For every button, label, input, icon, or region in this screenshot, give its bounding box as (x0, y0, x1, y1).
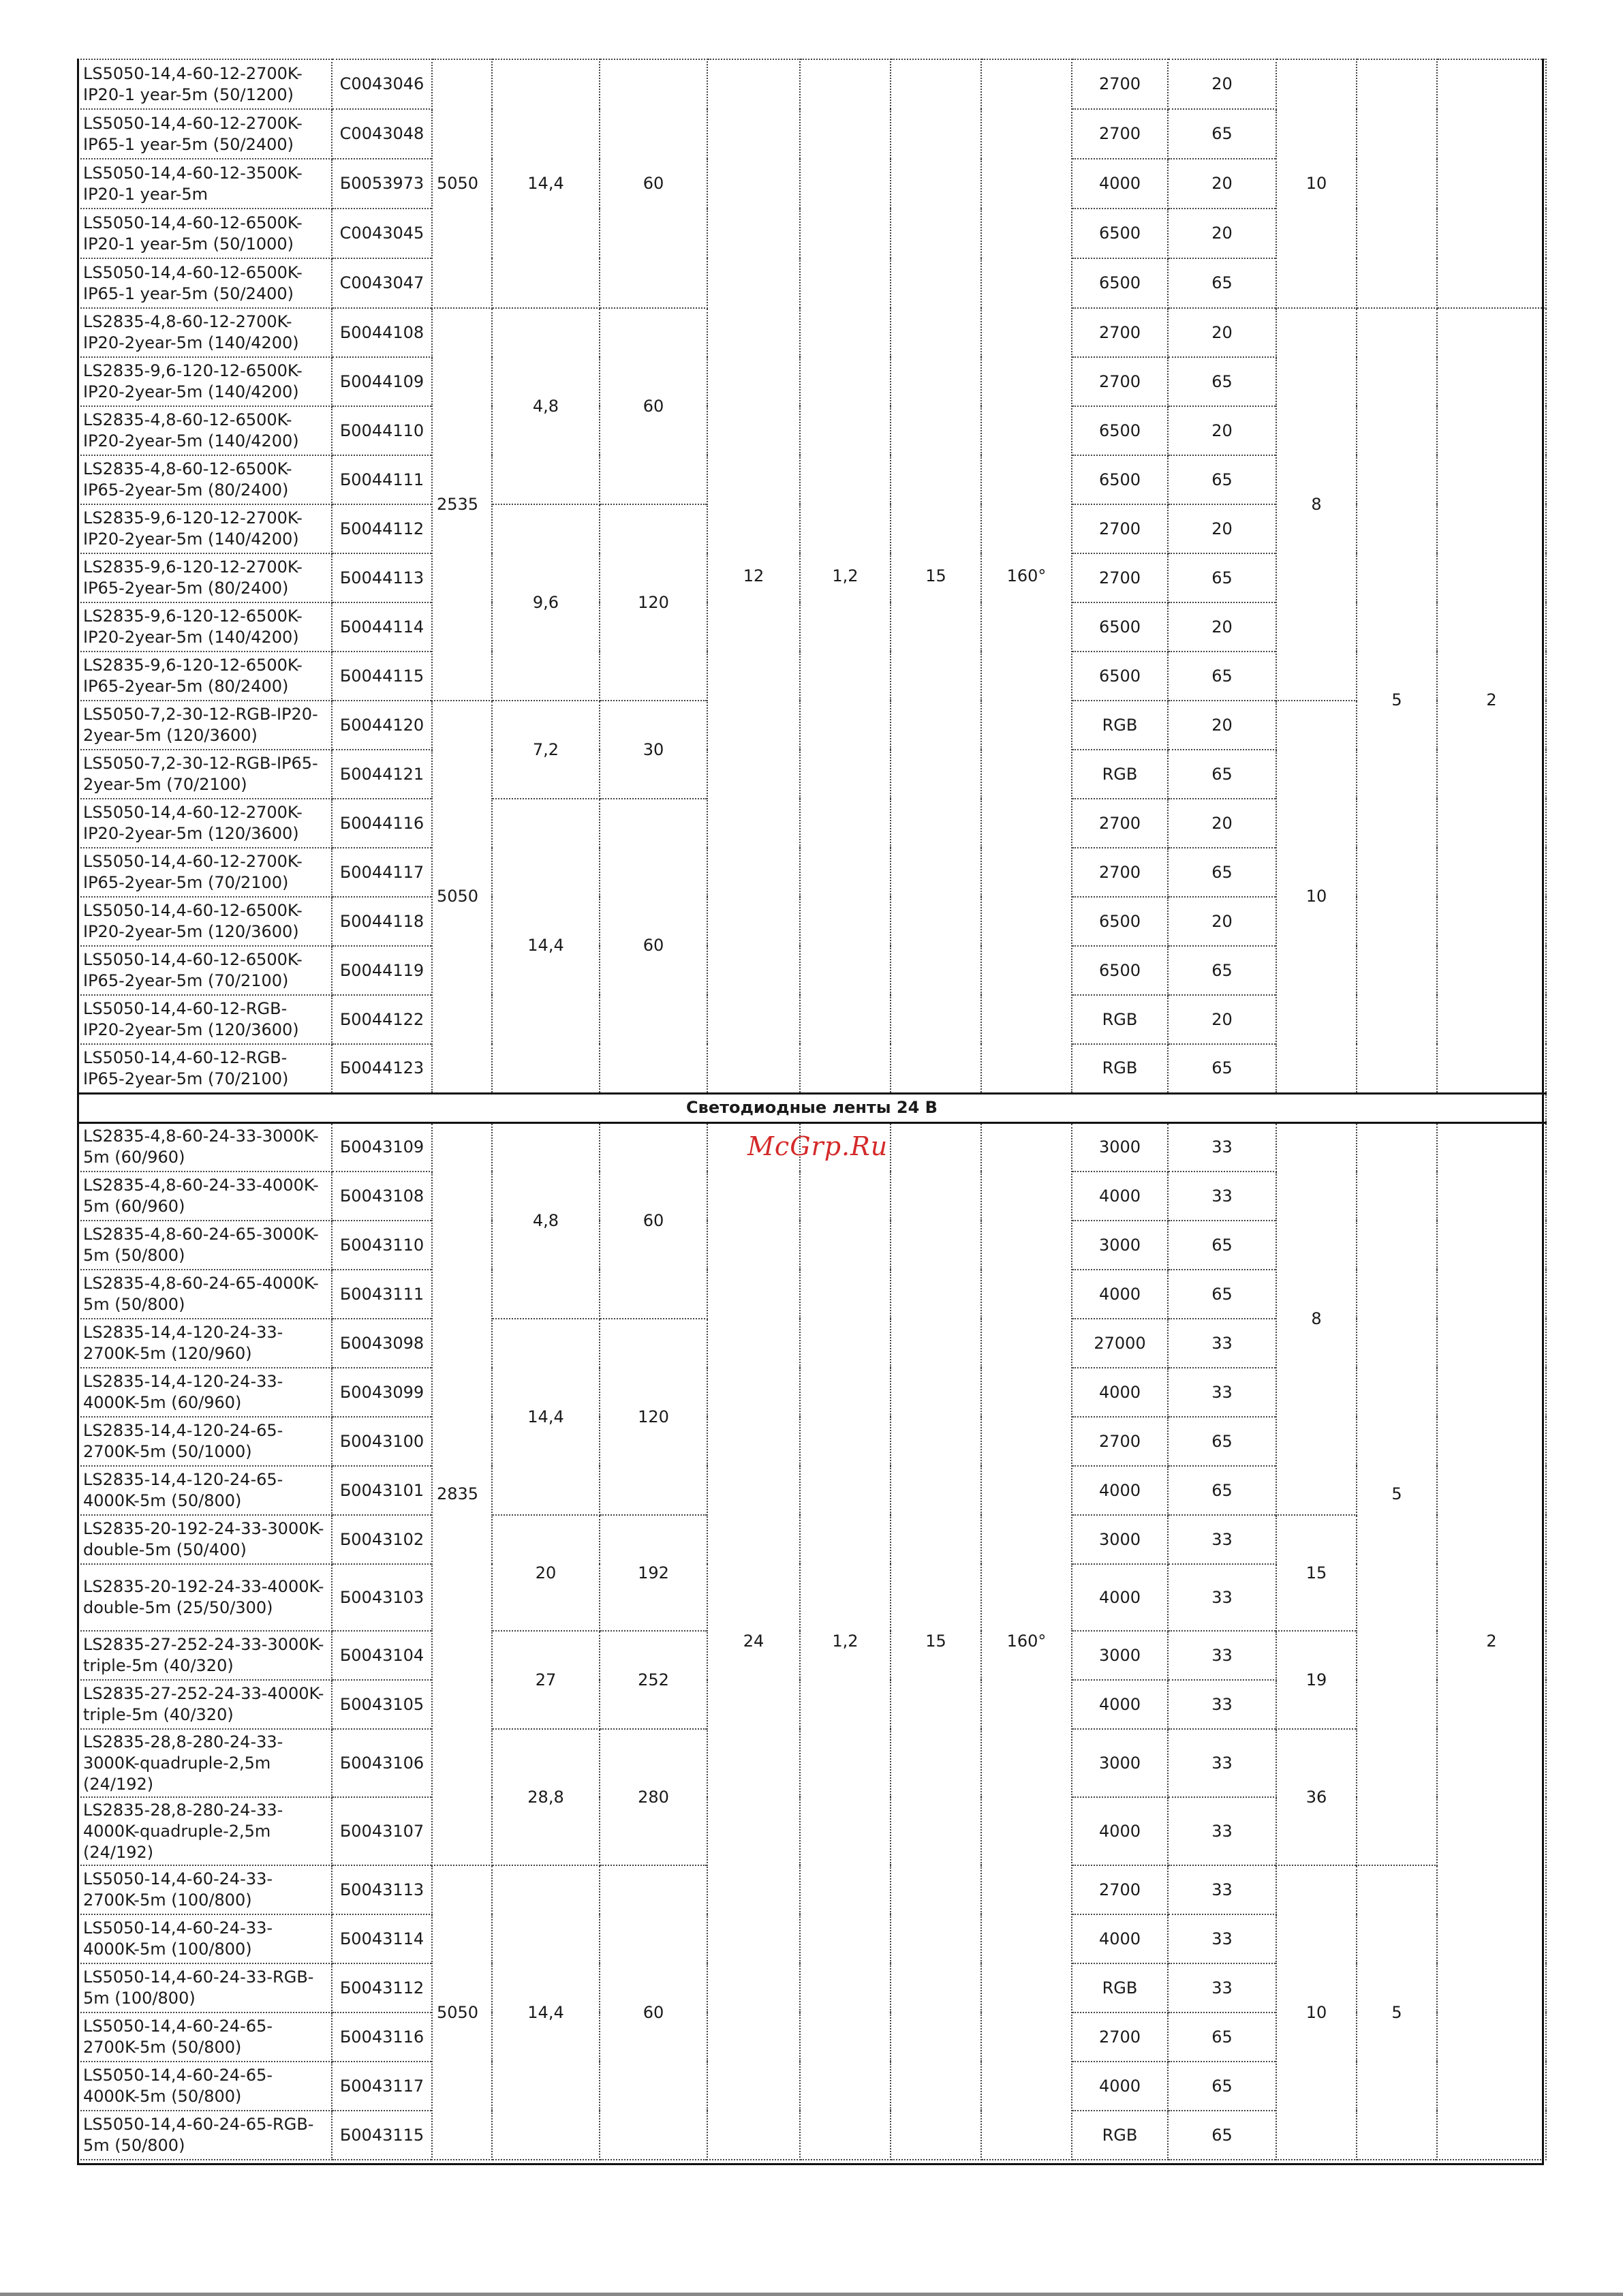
color-temp-cell: 3000 (1072, 1515, 1168, 1564)
article-code-cell: С0043046 (332, 59, 432, 109)
product-name-cell: LS5050-14,4-60-24-33-4000K-5m (100/800) (78, 1914, 332, 1963)
article-code-cell: С0043047 (332, 258, 432, 308)
product-name-cell: LS5050-14,4-60-24-65-4000K-5m (50/800) (78, 2062, 332, 2111)
article-code-cell: Б0043115 (332, 2111, 432, 2160)
power-cell: 20 (492, 1515, 600, 1631)
color-temp-cell: 3000 (1072, 1631, 1168, 1680)
led-size-cell: 2835 (432, 1122, 492, 1865)
cut-step-cell: 8 (1276, 308, 1357, 701)
color-temp-cell: RGB (1072, 1044, 1168, 1093)
ip-rating-cell: 33 (1168, 1680, 1276, 1729)
article-code-cell: Б0044120 (332, 701, 432, 750)
color-temp-cell: 6500 (1072, 602, 1168, 652)
leds-per-m-cell: 60 (600, 799, 707, 1093)
article-code-cell: Б0044111 (332, 455, 432, 504)
cut-step-cell: 36 (1276, 1729, 1357, 1865)
article-code-cell: Б0044112 (332, 504, 432, 553)
product-name-cell: LS2835-4,8-60-24-65-3000K-5m (50/800) (78, 1221, 332, 1270)
power-cell: 9,6 (492, 504, 600, 701)
product-name-cell: LS2835-28,8-280-24-33-4000K-quadruple-2,5m (24/192) (78, 1797, 332, 1865)
ip-rating-cell: 65 (1168, 1417, 1276, 1466)
article-code-cell: Б0043117 (332, 2062, 432, 2111)
ip-rating-cell: 33 (1168, 1631, 1276, 1680)
color-temp-cell: 4000 (1072, 1564, 1168, 1631)
warranty-cell: 5 (1357, 308, 1437, 1093)
color-temp-cell: 4000 (1072, 1680, 1168, 1729)
ip-rating-cell: 65 (1168, 946, 1276, 995)
warranty-cell: 5 (1357, 1122, 1437, 1865)
product-name-cell: LS2835-27-252-24-33-3000K-triple-5m (40/320) (78, 1631, 332, 1680)
color-temp-cell: 6500 (1072, 946, 1168, 995)
product-table (77, 59, 1547, 2160)
blank-cell (1437, 59, 1546, 308)
cut-length-cell: 1,2 (800, 1122, 891, 2160)
product-name-cell: LS5050-14,4-60-12-3500K-IP20-1 year-5m (78, 159, 332, 209)
pack-cell: 2 (1437, 308, 1546, 1093)
color-temp-cell: 2700 (1072, 504, 1168, 553)
color-temp-cell: 6500 (1072, 258, 1168, 308)
ip-rating-cell: 33 (1168, 1515, 1276, 1564)
color-temp-cell: 2700 (1072, 2012, 1168, 2062)
article-code-cell: Б0053973 (332, 159, 432, 209)
product-name-cell: LS2835-14,4-120-24-33-2700K-5m (120/960) (78, 1319, 332, 1368)
leds-per-m-cell: 120 (600, 504, 707, 701)
ip-rating-cell: 20 (1168, 701, 1276, 750)
color-temp-cell: 2700 (1072, 799, 1168, 848)
product-name-cell: LS5050-14,4-60-24-33-RGB-5m (100/800) (78, 1963, 332, 2012)
color-temp-cell: 4000 (1072, 2062, 1168, 2111)
article-code-cell: Б0043105 (332, 1680, 432, 1729)
led-size-cell: 5050 (432, 1865, 492, 2160)
leds-per-m-cell: 60 (600, 1122, 707, 1319)
product-name-cell: LS5050-7,2-30-12-RGB-IP20-2year-5m (120/3600) (78, 701, 332, 750)
article-code-cell: Б0044110 (332, 406, 432, 455)
cut-step-cell: 8 (1276, 1122, 1357, 1515)
product-name-cell: LS5050-14,4-60-12-6500K-IP20-2year-5m (120/3600) (78, 897, 332, 946)
ip-rating-cell: 65 (1168, 109, 1276, 159)
color-temp-cell: 4000 (1072, 1914, 1168, 1963)
product-name-cell: LS2835-14,4-120-24-65-2700K-5m (50/1000) (78, 1417, 332, 1466)
leds-per-m-cell: 192 (600, 1515, 707, 1631)
product-name-cell: LS5050-14,4-60-12-2700K-IP65-1 year-5m (50/2400) (78, 109, 332, 159)
article-code-cell: Б0044117 (332, 848, 432, 897)
color-temp-cell: 6500 (1072, 209, 1168, 258)
ip-rating-cell: 65 (1168, 2111, 1276, 2160)
product-name-cell: LS2835-14,4-120-24-33-4000K-5m (60/960) (78, 1368, 332, 1417)
color-temp-cell: 6500 (1072, 406, 1168, 455)
cut-step-cell: 10 (1276, 1865, 1357, 2160)
article-code-cell: Б0044113 (332, 553, 432, 602)
color-temp-cell: 6500 (1072, 455, 1168, 504)
product-name-cell: LS2835-4,8-60-24-33-4000K-5m (60/960) (78, 1172, 332, 1221)
article-code-cell: Б0043108 (332, 1172, 432, 1221)
cut-length-cell: 1,2 (800, 59, 891, 1093)
product-name-cell: LS5050-14,4-60-12-6500K-IP20-1 year-5m (50/1000) (78, 209, 332, 258)
article-code-cell: Б0043107 (332, 1797, 432, 1865)
ip-rating-cell: 65 (1168, 1466, 1276, 1515)
article-code-cell: Б0043104 (332, 1631, 432, 1680)
article-code-cell: Б0043110 (332, 1221, 432, 1270)
watermark: McGrp.Ru (747, 1131, 888, 1161)
color-temp-cell: 6500 (1072, 652, 1168, 701)
article-code-cell: Б0043116 (332, 2012, 432, 2062)
leds-per-m-cell: 60 (600, 1865, 707, 2160)
color-temp-cell: 4000 (1072, 1466, 1168, 1515)
power-cell: 14,4 (492, 1865, 600, 2160)
product-name-cell: LS5050-7,2-30-12-RGB-IP65-2year-5m (70/2100) (78, 750, 332, 799)
color-temp-cell: 2700 (1072, 109, 1168, 159)
voltage-cell: 24 (707, 1122, 800, 2160)
beam-angle-cell: 160° (981, 59, 1072, 1093)
product-name-cell: LS2835-20-192-24-33-3000K-double-5m (50/400) (78, 1515, 332, 1564)
table-body (78, 59, 1546, 2160)
article-code-cell: Б0043109 (332, 1122, 432, 1172)
power-cell: 28,8 (492, 1729, 600, 1865)
product-name-cell: LS2835-4,8-60-12-2700K-IP20-2year-5m (140/4200) (78, 308, 332, 357)
beam-angle-cell: 160° (981, 1122, 1072, 2160)
article-code-cell: Б0044122 (332, 995, 432, 1044)
article-code-cell: Б0043113 (332, 1865, 432, 1914)
article-code-cell: Б0043100 (332, 1417, 432, 1466)
ip-rating-cell: 65 (1168, 553, 1276, 602)
color-temp-cell: 2700 (1072, 1865, 1168, 1914)
product-name-cell: LS5050-14,4-60-12-2700K-IP65-2year-5m (70/2100) (78, 848, 332, 897)
article-code-cell: Б0043111 (332, 1270, 432, 1319)
product-name-cell: LS5050-14,4-60-12-6500K-IP65-1 year-5m (50/2400) (78, 258, 332, 308)
power-cell: 14,4 (492, 59, 600, 308)
product-name-cell: LS2835-28,8-280-24-33-3000K-quadruple-2,5m (24/192) (78, 1729, 332, 1797)
ip-rating-cell: 65 (1168, 652, 1276, 701)
leds-per-m-cell: 60 (600, 308, 707, 504)
reel-length-cell: 15 (891, 59, 981, 1093)
ip-rating-cell: 65 (1168, 848, 1276, 897)
ip-rating-cell: 65 (1168, 1221, 1276, 1270)
article-code-cell: Б0044123 (332, 1044, 432, 1093)
article-code-cell: С0043045 (332, 209, 432, 258)
voltage-cell: 12 (707, 59, 800, 1093)
product-name-cell: LS5050-14,4-60-12-RGB-IP20-2year-5m (120/3600) (78, 995, 332, 1044)
ip-rating-cell: 33 (1168, 1963, 1276, 2012)
product-name-cell: LS2835-4,8-60-24-33-3000K-5m (60/960) (78, 1122, 332, 1172)
ip-rating-cell: 65 (1168, 1044, 1276, 1093)
product-name-cell: LS2835-9,6-120-12-6500K-IP20-2year-5m (140/4200) (78, 602, 332, 652)
power-cell: 14,4 (492, 799, 600, 1093)
ip-rating-cell: 33 (1168, 1122, 1276, 1172)
article-code-cell: Б0044115 (332, 652, 432, 701)
leds-per-m-cell: 120 (600, 1319, 707, 1515)
led-size-cell: 2535 (432, 308, 492, 701)
color-temp-cell: 4000 (1072, 1270, 1168, 1319)
product-name-cell: LS5050-14,4-60-24-65-RGB-5m (50/800) (78, 2111, 332, 2160)
product-name-cell: LS2835-9,6-120-12-2700K-IP65-2year-5m (80/2400) (78, 553, 332, 602)
led-size-cell: 5050 (432, 701, 492, 1093)
product-name-cell: LS2835-9,6-120-12-6500K-IP20-2year-5m (140/4200) (78, 357, 332, 406)
article-code-cell: Б0044121 (332, 750, 432, 799)
ip-rating-cell: 33 (1168, 1564, 1276, 1631)
ip-rating-cell: 33 (1168, 1865, 1276, 1914)
article-code-cell: Б0044109 (332, 357, 432, 406)
color-temp-cell: 2700 (1072, 848, 1168, 897)
ip-rating-cell: 20 (1168, 602, 1276, 652)
article-code-cell: Б0043114 (332, 1914, 432, 1963)
ip-rating-cell: 33 (1168, 1914, 1276, 1963)
article-code-cell: Б0043103 (332, 1564, 432, 1631)
article-code-cell: С0043048 (332, 109, 432, 159)
color-temp-cell: RGB (1072, 2111, 1168, 2160)
color-temp-cell: 3000 (1072, 1122, 1168, 1172)
article-code-cell: Б0043098 (332, 1319, 432, 1368)
leds-per-m-cell: 280 (600, 1729, 707, 1865)
ip-rating-cell: 65 (1168, 2012, 1276, 2062)
article-code-cell: Б0043102 (332, 1515, 432, 1564)
color-temp-cell: 4000 (1072, 1172, 1168, 1221)
leds-per-m-cell: 252 (600, 1631, 707, 1729)
article-code-cell: Б0044116 (332, 799, 432, 848)
pack-cell: 2 (1437, 1122, 1546, 2160)
ip-rating-cell: 65 (1168, 258, 1276, 308)
product-name-cell: LS2835-27-252-24-33-4000K-triple-5m (40/320) (78, 1680, 332, 1729)
table-row (78, 59, 1546, 109)
section-header-24v: Светодиодные ленты 24 В (78, 1093, 1546, 1122)
product-name-cell: LS2835-4,8-60-12-6500K-IP65-2year-5m (80/2400) (78, 455, 332, 504)
cut-step-cell: 15 (1276, 1515, 1357, 1631)
ip-rating-cell: 20 (1168, 159, 1276, 209)
ip-rating-cell: 65 (1168, 1270, 1276, 1319)
power-cell: 14,4 (492, 1319, 600, 1515)
blank-cell (1357, 59, 1437, 308)
ip-rating-cell: 33 (1168, 1729, 1276, 1797)
ip-rating-cell: 20 (1168, 308, 1276, 357)
article-code-cell: Б0043101 (332, 1466, 432, 1515)
warranty-cell: 5 (1357, 1865, 1437, 2160)
ip-rating-cell: 20 (1168, 897, 1276, 946)
color-temp-cell: RGB (1072, 701, 1168, 750)
power-cell: 4,8 (492, 308, 600, 504)
color-temp-cell: 2700 (1072, 308, 1168, 357)
color-temp-cell: RGB (1072, 995, 1168, 1044)
color-temp-cell: RGB (1072, 1963, 1168, 2012)
ip-rating-cell: 20 (1168, 799, 1276, 848)
power-cell: 4,8 (492, 1122, 600, 1319)
cut-step-cell: 10 (1276, 59, 1357, 308)
product-name-cell: LS5050-14,4-60-12-2700K-IP20-1 year-5m (50/1200) (78, 59, 332, 109)
color-temp-cell: 3000 (1072, 1221, 1168, 1270)
article-code-cell: Б0044108 (332, 308, 432, 357)
article-code-cell: Б0044119 (332, 946, 432, 995)
ip-rating-cell: 65 (1168, 2062, 1276, 2111)
article-code-cell: Б0044118 (332, 897, 432, 946)
color-temp-cell: 4000 (1072, 159, 1168, 209)
power-cell: 7,2 (492, 701, 600, 799)
page-bottom-edge (0, 2293, 1623, 2296)
product-name-cell: LS2835-9,6-120-12-6500K-IP65-2year-5m (80/2400) (78, 652, 332, 701)
color-temp-cell: 2700 (1072, 553, 1168, 602)
color-temp-cell: 6500 (1072, 897, 1168, 946)
power-cell: 27 (492, 1631, 600, 1729)
ip-rating-cell: 65 (1168, 750, 1276, 799)
color-temp-cell: RGB (1072, 750, 1168, 799)
product-name-cell: LS5050-14,4-60-24-33-2700K-5m (100/800) (78, 1865, 332, 1914)
product-name-cell: LS2835-20-192-24-33-4000K-double-5m (25/50/300) (78, 1564, 332, 1631)
article-code-cell: Б0043099 (332, 1368, 432, 1417)
color-temp-cell: 2700 (1072, 59, 1168, 109)
leds-per-m-cell: 60 (600, 59, 707, 308)
led-size-cell: 5050 (432, 59, 492, 308)
article-code-cell: Б0043112 (332, 1963, 432, 2012)
leds-per-m-cell: 30 (600, 701, 707, 799)
product-name-cell: LS5050-14,4-60-12-2700K-IP20-2year-5m (120/3600) (78, 799, 332, 848)
color-temp-cell: 4000 (1072, 1797, 1168, 1865)
ip-rating-cell: 20 (1168, 504, 1276, 553)
product-name-cell: LS5050-14,4-60-24-65-2700K-5m (50/800) (78, 2012, 332, 2062)
ip-rating-cell: 65 (1168, 455, 1276, 504)
color-temp-cell: 2700 (1072, 1417, 1168, 1466)
ip-rating-cell: 20 (1168, 406, 1276, 455)
ip-rating-cell: 33 (1168, 1368, 1276, 1417)
article-code-cell: Б0043106 (332, 1729, 432, 1797)
color-temp-cell: 27000 (1072, 1319, 1168, 1368)
product-name-cell: LS2835-9,6-120-12-2700K-IP20-2year-5m (140/4200) (78, 504, 332, 553)
product-name-cell: LS2835-4,8-60-12-6500K-IP20-2year-5m (140/4200) (78, 406, 332, 455)
product-name-cell: LS5050-14,4-60-12-RGB-IP65-2year-5m (70/2100) (78, 1044, 332, 1093)
product-name-cell: LS2835-14,4-120-24-65-4000K-5m (50/800) (78, 1466, 332, 1515)
ip-rating-cell: 20 (1168, 209, 1276, 258)
ip-rating-cell: 20 (1168, 59, 1276, 109)
ip-rating-cell: 33 (1168, 1172, 1276, 1221)
ip-rating-cell: 33 (1168, 1797, 1276, 1865)
article-code-cell: Б0044114 (332, 602, 432, 652)
color-temp-cell: 3000 (1072, 1729, 1168, 1797)
ip-rating-cell: 20 (1168, 995, 1276, 1044)
cut-step-cell: 10 (1276, 701, 1357, 1093)
product-name-cell: LS5050-14,4-60-12-6500K-IP65-2year-5m (70/2100) (78, 946, 332, 995)
color-temp-cell: 4000 (1072, 1368, 1168, 1417)
ip-rating-cell: 65 (1168, 357, 1276, 406)
color-temp-cell: 2700 (1072, 357, 1168, 406)
ip-rating-cell: 33 (1168, 1319, 1276, 1368)
cut-step-cell: 19 (1276, 1631, 1357, 1729)
reel-length-cell: 15 (891, 1122, 981, 2160)
product-name-cell: LS2835-4,8-60-24-65-4000K-5m (50/800) (78, 1270, 332, 1319)
